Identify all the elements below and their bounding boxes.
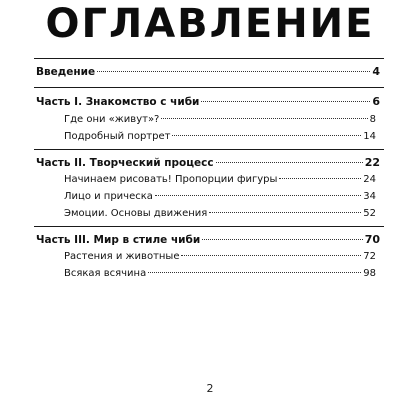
toc-entry-page: 6 [372, 95, 380, 108]
toc-subentry[interactable] [64, 266, 376, 282]
toc-entry-page: 4 [372, 65, 380, 78]
toc-entry-page: 34 [363, 191, 376, 202]
toc-entry-page: 98 [363, 268, 376, 279]
toc-entry-label: Подробный портрет [64, 131, 171, 142]
toc-entry-label: Введение [36, 66, 96, 78]
dot-leader [216, 161, 363, 163]
dot-leader [161, 117, 367, 119]
toc-entry-page: 52 [363, 208, 376, 219]
toc-entry-label: Эмоции. Основы движения [64, 208, 208, 219]
toc-entry-part-1[interactable] [36, 94, 380, 110]
toc-subentry[interactable] [64, 189, 376, 205]
toc-entry-label: Начинаем рисовать! Пропорции фигуры [64, 174, 278, 185]
toc-subentry[interactable] [64, 112, 376, 128]
dot-leader [172, 134, 361, 136]
dot-leader [155, 194, 361, 196]
dot-leader [181, 254, 361, 256]
dot-leader [209, 211, 361, 213]
toc-subentry[interactable] [64, 206, 376, 222]
toc-entry-label: Часть III. Мир в стиле чиби [36, 234, 201, 246]
divider [34, 58, 384, 59]
dot-leader [201, 100, 370, 102]
page-number: 2 [206, 382, 214, 395]
divider [34, 87, 384, 88]
toc-entry-page: 14 [363, 131, 376, 142]
toc-entry-label: Часть I. Знакомство с чиби [36, 96, 200, 108]
toc-entry-label: Где они «живут»? [64, 114, 160, 125]
toc-entry-page: 72 [363, 251, 376, 262]
dot-leader [97, 70, 370, 72]
toc-subentry[interactable] [64, 129, 376, 145]
toc-entry-part-3[interactable] [36, 232, 380, 248]
toc-entry-page: 70 [364, 233, 380, 246]
toc-entry-page: 8 [369, 114, 376, 125]
toc-entry-part-2[interactable] [36, 155, 380, 171]
dot-leader [279, 177, 361, 179]
divider [34, 226, 384, 227]
toc-entry-page: 22 [364, 156, 380, 169]
page-title: ОГЛАВЛЕНИЕ [45, 1, 375, 47]
dot-leader [202, 238, 362, 240]
toc-entry-label: Всякая всячина [64, 268, 147, 279]
toc-entry-label: Часть II. Творческий процесс [36, 157, 214, 169]
toc-entry-label: Лицо и прическа [64, 191, 153, 202]
toc-subentry[interactable] [64, 249, 376, 265]
dot-leader [148, 271, 361, 273]
toc-entry-page: 24 [363, 174, 376, 185]
toc-entry-label: Растения и животные [64, 251, 180, 262]
divider [34, 149, 384, 150]
toc-subentry[interactable] [64, 172, 376, 188]
toc-entry-intro[interactable] [36, 64, 380, 80]
